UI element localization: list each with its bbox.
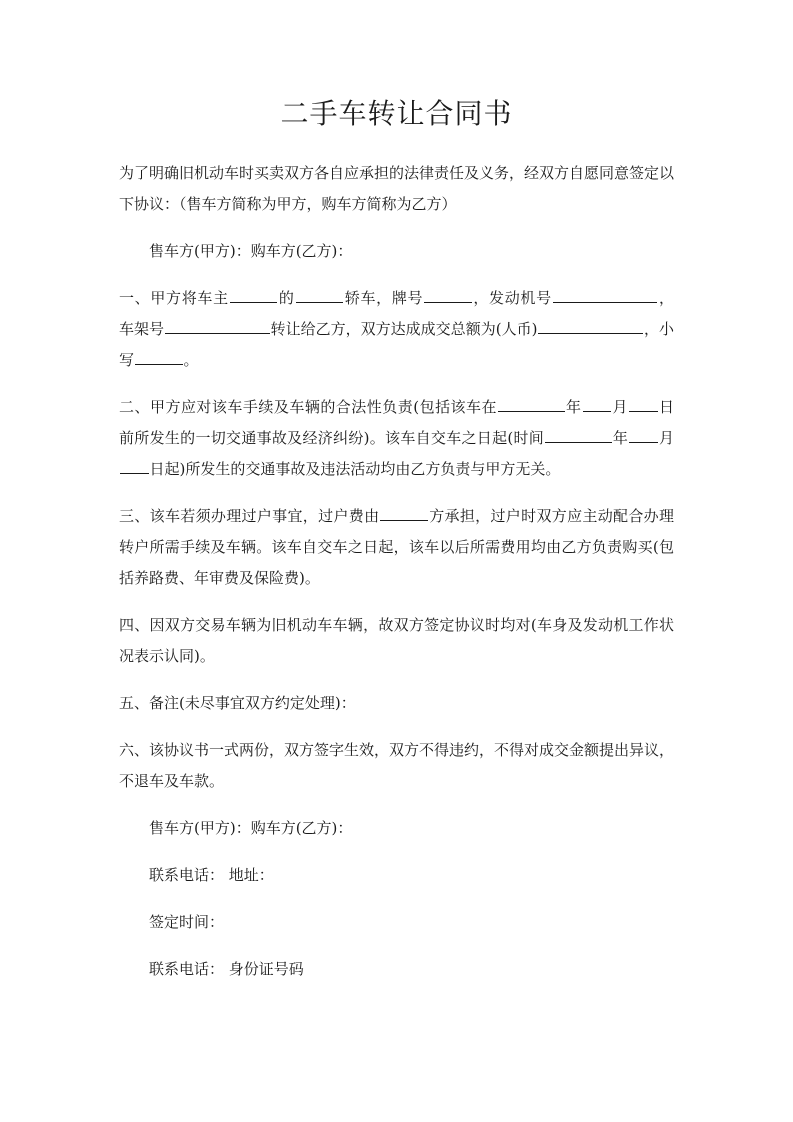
- document-title: 二手车转让合同书: [280, 97, 513, 130]
- paragraph-text: 一、甲方将车主: [119, 289, 229, 307]
- fill-in-blank[interactable]: [380, 505, 428, 521]
- fill-in-blank[interactable]: [230, 287, 278, 303]
- paragraph: [119, 392, 674, 485]
- paragraph: [119, 907, 674, 938]
- paragraph: [119, 954, 674, 985]
- paragraph-text: ，小写: [119, 320, 674, 369]
- paragraph: [119, 688, 674, 719]
- paragraph: [119, 501, 674, 594]
- fill-in-blank[interactable]: [424, 287, 472, 303]
- fill-in-blank[interactable]: [583, 396, 612, 412]
- paragraph-text: 日前所发生的一切交通事故及经济纠纷)。该车自交车之日起(时间: [119, 398, 674, 447]
- paragraph-text: 年: [565, 398, 582, 416]
- fill-in-blank[interactable]: [538, 318, 643, 334]
- paragraph-text: 售车方(甲方)：购车方(乙方)：: [149, 242, 353, 260]
- paragraph-text: 六、该协议书一式两份，双方签字生效，双方不得违约，不得对成交金额提出异议，不退车及车款。: [119, 741, 675, 790]
- fill-in-blank[interactable]: [120, 458, 149, 474]
- paragraph-text: 五、备注(未尽事宜双方约定处理)：: [119, 694, 356, 712]
- paragraph-text: 联系电话： 地址：: [149, 866, 274, 884]
- fill-in-blank[interactable]: [165, 318, 270, 334]
- paragraph: [119, 813, 674, 844]
- paragraph-text: 。: [183, 351, 199, 369]
- fill-in-blank[interactable]: [629, 396, 658, 412]
- paragraph-text: 四、因双方交易车辆为旧机动车车辆，故双方签定协议时均对(车身及发动机工作状况表示认同)。: [119, 616, 674, 665]
- fill-in-blank[interactable]: [545, 427, 612, 443]
- fill-in-blank[interactable]: [553, 287, 658, 303]
- paragraph-text: 二、甲方应对该车手续及车辆的合法性负责(包括该车在: [119, 398, 498, 416]
- fill-in-blank[interactable]: [135, 349, 183, 365]
- paragraph: [119, 283, 674, 376]
- paragraph-text: 方承担，过户时双方应主动配合办理转户所需手续及车辆。该车自交车之日起，该车以后所需费用均由乙方负责购买(包括养路费、年审费及保险费)。: [119, 507, 674, 587]
- fill-in-blank[interactable]: [498, 396, 565, 412]
- paragraph-text: 月: [612, 398, 628, 416]
- document-body: [119, 158, 674, 985]
- paragraph-text: 售车方(甲方)：购车方(乙方)：: [149, 819, 353, 837]
- paragraph-text: 轿车，牌号: [344, 289, 424, 307]
- paragraph: [119, 735, 674, 797]
- paragraph-text: 的: [278, 289, 295, 307]
- paragraph-text: 月: [658, 429, 674, 447]
- paragraph-text: 为了明确旧机动车时买卖双方各自应承担的法律责任及义务，经双方自愿同意签定以下协议：（售车方简称为甲方，购车方简称为乙方）: [119, 164, 675, 213]
- paragraph-text: 日起)所发生的交通事故及违法活动均由乙方负责与甲方无关。: [149, 460, 561, 478]
- paragraph: [119, 236, 674, 267]
- paragraph: [119, 158, 674, 220]
- paragraph: [119, 610, 674, 672]
- paragraph-text: 三、该车若须办理过户事宜，过户费由: [119, 507, 380, 525]
- paragraph-text: 联系电话： 身份证号码: [149, 960, 304, 978]
- paragraph-text: ，发动机号: [472, 289, 552, 307]
- fill-in-blank[interactable]: [629, 427, 658, 443]
- paragraph-text: 年: [612, 429, 629, 447]
- paragraph-text: 签定时间：: [149, 913, 225, 931]
- fill-in-blank[interactable]: [296, 287, 344, 303]
- paragraph-text: 转让给乙方，双方达成成交总额为(人币): [270, 320, 538, 338]
- paragraph-text: ，车架号: [119, 289, 674, 338]
- paragraph: [119, 860, 674, 891]
